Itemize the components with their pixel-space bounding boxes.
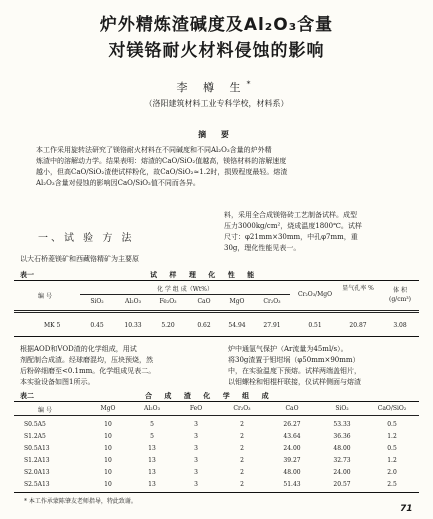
table-cell: 3.08 — [393, 322, 407, 329]
table-cell: S1.2A13 — [24, 457, 50, 464]
abstract-line: Al₂O₃含量对侵蚀的影响因CaO/SiO₂值不同而各异。 — [36, 179, 200, 187]
table-cell: 3 — [194, 445, 198, 452]
table-cell: 10.33 — [124, 322, 142, 329]
table-cell: 2 — [240, 481, 244, 488]
table-cell: 3 — [194, 457, 198, 464]
body-line: 中，在实验温度下预熔。试样两端盖钼片， — [228, 367, 361, 375]
table-cell: 5 — [150, 433, 154, 440]
table-cell: 1.2 — [387, 457, 397, 464]
body-left-bottom — [20, 344, 225, 388]
affiliation: （洛阳建筑材料工业专科学校，材料系） — [144, 99, 289, 108]
table1-header-rule — [14, 310, 419, 311]
table-cell: 0.62 — [197, 322, 211, 329]
table-cell: 2 — [240, 469, 244, 476]
author — [0, 79, 433, 95]
table-cell: 10 — [104, 445, 112, 452]
abstract-line: 本工作采用旋转法研究了镁铬耐火材料在不同碱度和不同Al₂O₃含量的炉外精 — [36, 146, 272, 154]
footnote: * 本工作承蒙陈肇友老师指导，特此致谢。 — [24, 498, 137, 505]
table2-col: Cr₂O₃ — [233, 405, 251, 412]
body-right-bottom — [228, 344, 428, 388]
table-cell: 27.91 — [263, 322, 281, 329]
table-cell: S2.5A13 — [24, 481, 50, 488]
table-cell: 0.45 — [90, 322, 104, 329]
table-cell: 3 — [194, 421, 198, 428]
table1-caption: 试 样 理 化 性 能 — [150, 271, 260, 279]
table1-top-rule — [14, 280, 419, 281]
body-line: 剂配制合成渣。经球磨混均，压块预烧，然 — [20, 356, 153, 364]
table-cell: 36.36 — [333, 433, 351, 440]
table1-label: 表一 — [20, 271, 34, 279]
table-cell: 2 — [240, 421, 244, 428]
table2-bottom-rule — [14, 492, 419, 493]
table1-bottom-rule — [14, 336, 419, 337]
table-cell: 54.94 — [228, 322, 246, 329]
table2-col: FeO — [189, 405, 203, 412]
body-left-line: 以大石桥菱镁矿和西藏铬精矿为主要原 — [20, 255, 139, 263]
table-cell: 24.00 — [283, 445, 301, 452]
table1-col: MgO — [229, 298, 245, 305]
author-name: 李 樽 生 — [176, 81, 247, 94]
table-cell: 43.64 — [283, 433, 301, 440]
table-cell: 2 — [240, 433, 244, 440]
table-cell: 3 — [194, 481, 198, 488]
body-line: 料，采用全合成镁铬砖工艺制备试样。成型 — [224, 211, 357, 219]
table-cell: 0.51 — [308, 322, 322, 329]
table-cell: MK 5 — [44, 322, 61, 329]
body-line: 根据AOD和VOD渣的化学组成，用试 — [20, 345, 137, 353]
abstract-line: 越小，但高CaO/SiO₂渣使试样粉化，故CaO/SiO₂≈1.2时，损毁程度最轻。熔渣 — [36, 168, 288, 176]
table1-header-ratio: Cr₂O₃/MgO — [297, 291, 333, 298]
table2-caption: 合 成 渣 化 学 组 成 — [145, 392, 274, 400]
table-cell: 53.33 — [333, 421, 351, 428]
table-cell: 20.87 — [349, 322, 367, 329]
table-cell: 10 — [104, 481, 112, 488]
table-cell: 2 — [240, 445, 244, 452]
table-cell: 51.43 — [283, 481, 301, 488]
table-cell: 2.5 — [387, 481, 397, 488]
table2-top-rule — [14, 401, 419, 402]
table-cell: 3 — [194, 433, 198, 440]
table-cell: 2 — [240, 457, 244, 464]
table-cell: S1.2A5 — [24, 433, 46, 440]
body-line: 本实验设备如图1所示。 — [20, 378, 95, 386]
table-cell: 48.00 — [283, 469, 301, 476]
body-line: 后粉碎细磨至<0.1mm。化学组成见表二。 — [20, 367, 156, 375]
table-cell: 39.27 — [283, 457, 301, 464]
table-cell: 24.00 — [333, 469, 351, 476]
table-cell: 0.5 — [387, 421, 397, 428]
table-cell: 10 — [104, 469, 112, 476]
table-cell: 0.5 — [387, 445, 397, 452]
table1-header-no: 编 号 — [38, 293, 52, 300]
table-cell: 48.00 — [333, 445, 351, 452]
author-footnote-mark: * — [246, 79, 257, 89]
body-line: 压力3000kg/cm²，烧成温度1800℃。试样 — [224, 222, 362, 230]
table-cell: 3 — [194, 469, 198, 476]
table1-col: CaO — [197, 298, 211, 305]
table1-header-rule-2 — [14, 312, 419, 313]
body-line: 以钼螺栓和钼棍杆联接，仪试样侧面与熔渣 — [228, 378, 361, 386]
table1-col: Fe₂O₃ — [159, 298, 177, 305]
table-cell: 1.2 — [387, 433, 397, 440]
table-cell: S0.5A13 — [24, 445, 50, 452]
table-cell: 10 — [104, 457, 112, 464]
abstract-body — [36, 145, 411, 189]
title-line-2: 对镁铬耐火材料侵蚀的影响 — [108, 41, 325, 61]
table1-header-chem: 化 学 组 成（Wt%） — [156, 286, 213, 293]
table1-sub-rule — [80, 294, 290, 295]
table1-header-density: 体 积 — [393, 287, 407, 294]
body-line: 将30g渣置于钼坩埚（φ50mm×90mm） — [228, 356, 360, 364]
body-line: 30g，理化性能见表一。 — [224, 244, 301, 252]
table1-col: Cr₂O₃ — [263, 298, 281, 305]
table-cell: 13 — [148, 445, 156, 452]
table1-header-density-unit: (g/cm³) — [389, 296, 411, 303]
table-cell: 13 — [148, 457, 156, 464]
abstract-line: 炼渣中的溶解动力学。结果表明：熔渣的CaO/SiO₂值越高，镁铬材料的溶解速度 — [36, 157, 287, 165]
table-cell: 13 — [148, 481, 156, 488]
table-cell: 10 — [104, 421, 112, 428]
page-number: 71 — [400, 504, 413, 514]
table1-col: SiO₂ — [90, 298, 104, 305]
table-cell: 10 — [104, 433, 112, 440]
table-cell: 2.0 — [387, 469, 397, 476]
table-cell: S2.0A13 — [24, 469, 50, 476]
table2-label: 表二 — [20, 392, 34, 400]
table2-header-rule — [14, 415, 419, 416]
table-cell: 13 — [148, 469, 156, 476]
table-cell: 5.20 — [161, 322, 175, 329]
table2-col: CaO/SiO₂ — [377, 405, 407, 412]
table-cell: 26.27 — [283, 421, 301, 428]
body-line: 尺寸：φ21mm×30mm，中孔φ7mm，重 — [224, 233, 358, 241]
body-line: 炉中通氩气保护（Ar流量为45ml/s）。 — [228, 345, 348, 353]
table2-col: CaO — [285, 405, 299, 412]
table1-col: Al₂O₃ — [125, 298, 141, 305]
abstract-heading: 摘 要 — [198, 130, 235, 139]
title-line-1: 炉外精炼渣碱度及Al₂O₃含量 — [99, 15, 334, 35]
table2-col: SiO₂ — [335, 405, 349, 412]
table-cell: S0.5A5 — [24, 421, 46, 428]
table-cell: 20.57 — [333, 481, 351, 488]
table-cell: 5 — [150, 421, 154, 428]
table2-col: Al₂O₃ — [144, 405, 160, 412]
table-cell: 32.73 — [333, 457, 351, 464]
section-heading: 一、试 验 方 法 — [38, 233, 135, 244]
table2-header-no: 编 号 — [38, 407, 52, 414]
table2-col: MgO — [100, 405, 116, 412]
body-right-top — [224, 210, 424, 254]
table1-header-porosity: 显气孔率 % — [342, 285, 374, 292]
